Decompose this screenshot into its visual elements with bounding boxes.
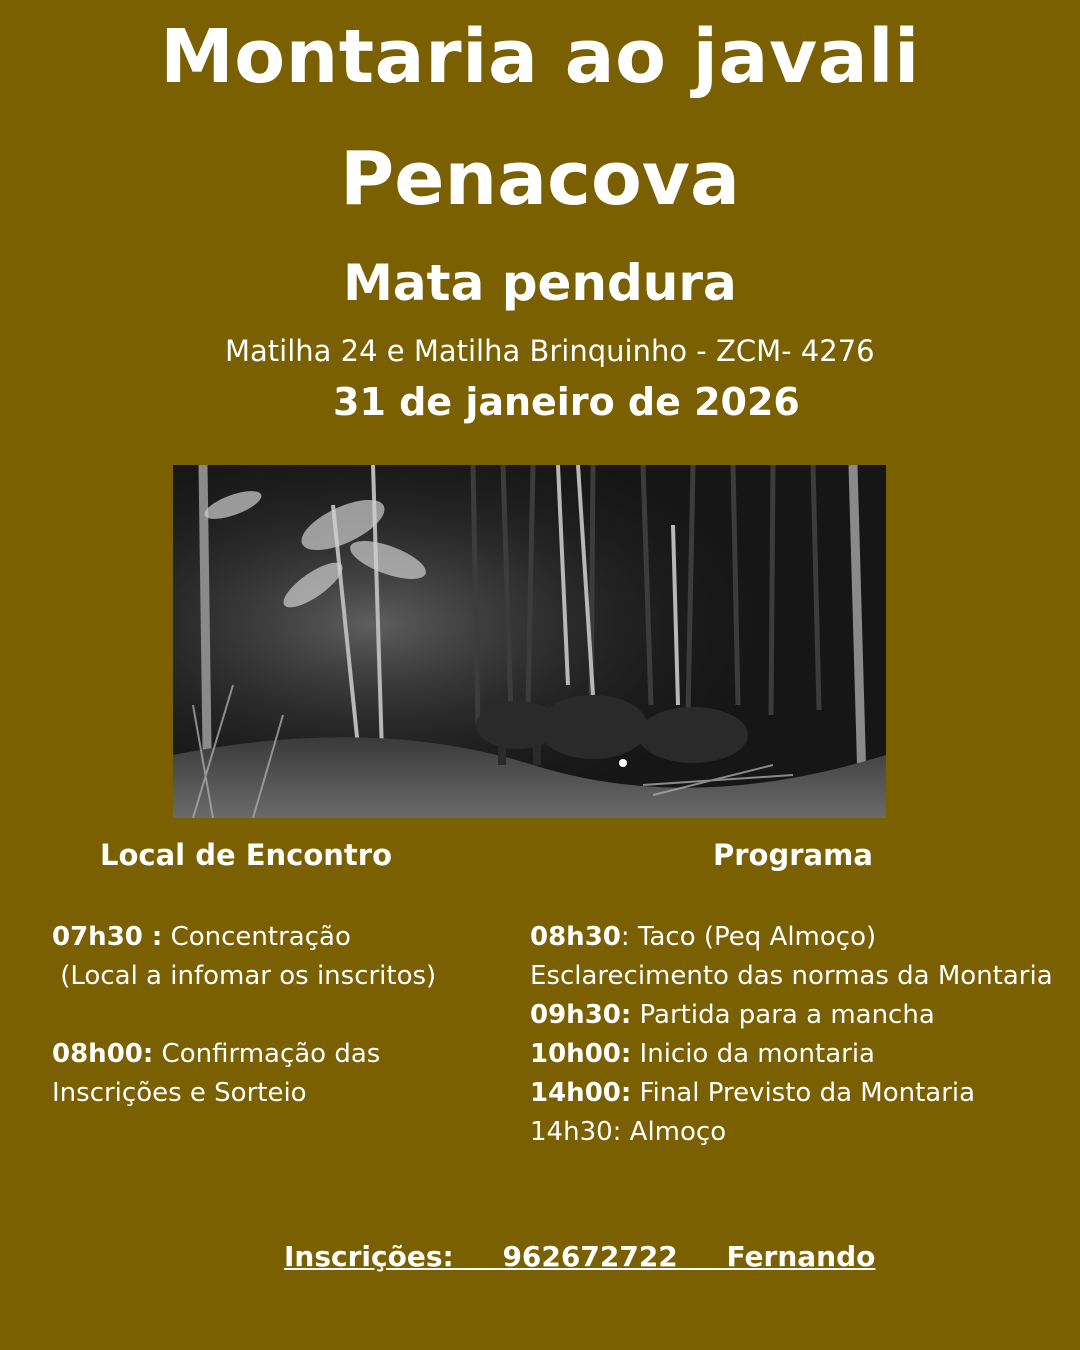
inscricoes-contact: Inscrições: 962672722 Fernando [284,1240,876,1273]
matilha-info: Matilha 24 e Matilha Brinquinho - ZCM- 4276 [225,334,875,368]
programa-line-1-time: 08h30 [530,922,621,952]
local-item-2 [52,1035,436,1074]
title-line-2: Penacova [340,136,740,222]
local-item-2-text2: Inscrições e Sorteio [52,1078,307,1108]
event-date: 31 de janeiro de 2026 [333,380,800,424]
programa-line-1-text: : Taco (Peq Almoço) [620,922,877,952]
programa-line-2: Esclarecimento das normas da Montaria [530,961,1053,991]
programa-details [530,918,1053,1152]
programa-line-6: 14h30: Almoço [530,1117,727,1147]
local-item-1-note: (Local a infomar os inscritos) [52,961,437,991]
local-item-2-text: Confirmação das [153,1039,381,1069]
programa-line-4 [530,1035,1053,1074]
programa-line-5-text: Final Previsto da Montaria [631,1078,976,1108]
programa-line-5 [530,1074,1053,1113]
programa-line-3 [530,996,1053,1035]
local-details [52,918,436,1113]
programa-heading: Programa [713,838,873,872]
subtitle: Mata pendura [343,254,737,312]
programa-line-3-time: 09h30: [530,1000,632,1030]
local-heading: Local de Encontro [100,838,393,872]
local-item-1-time: 07h30 : [52,922,163,952]
programa-line-3-text: Partida para a mancha [631,1000,935,1030]
programa-line-1 [530,918,1053,957]
local-item-1-text: Concentração [162,922,351,952]
programa-line-4-text: Inicio da montaria [631,1039,875,1069]
programa-line-5-time: 14h00: [530,1078,632,1108]
title-line-1: Montaria ao javali [160,14,920,100]
programa-line-4-time: 10h00: [530,1039,632,1069]
local-item-1 [52,918,436,957]
wild-boar-night-photo [173,465,886,818]
local-item-2-time: 08h00: [52,1039,154,1069]
